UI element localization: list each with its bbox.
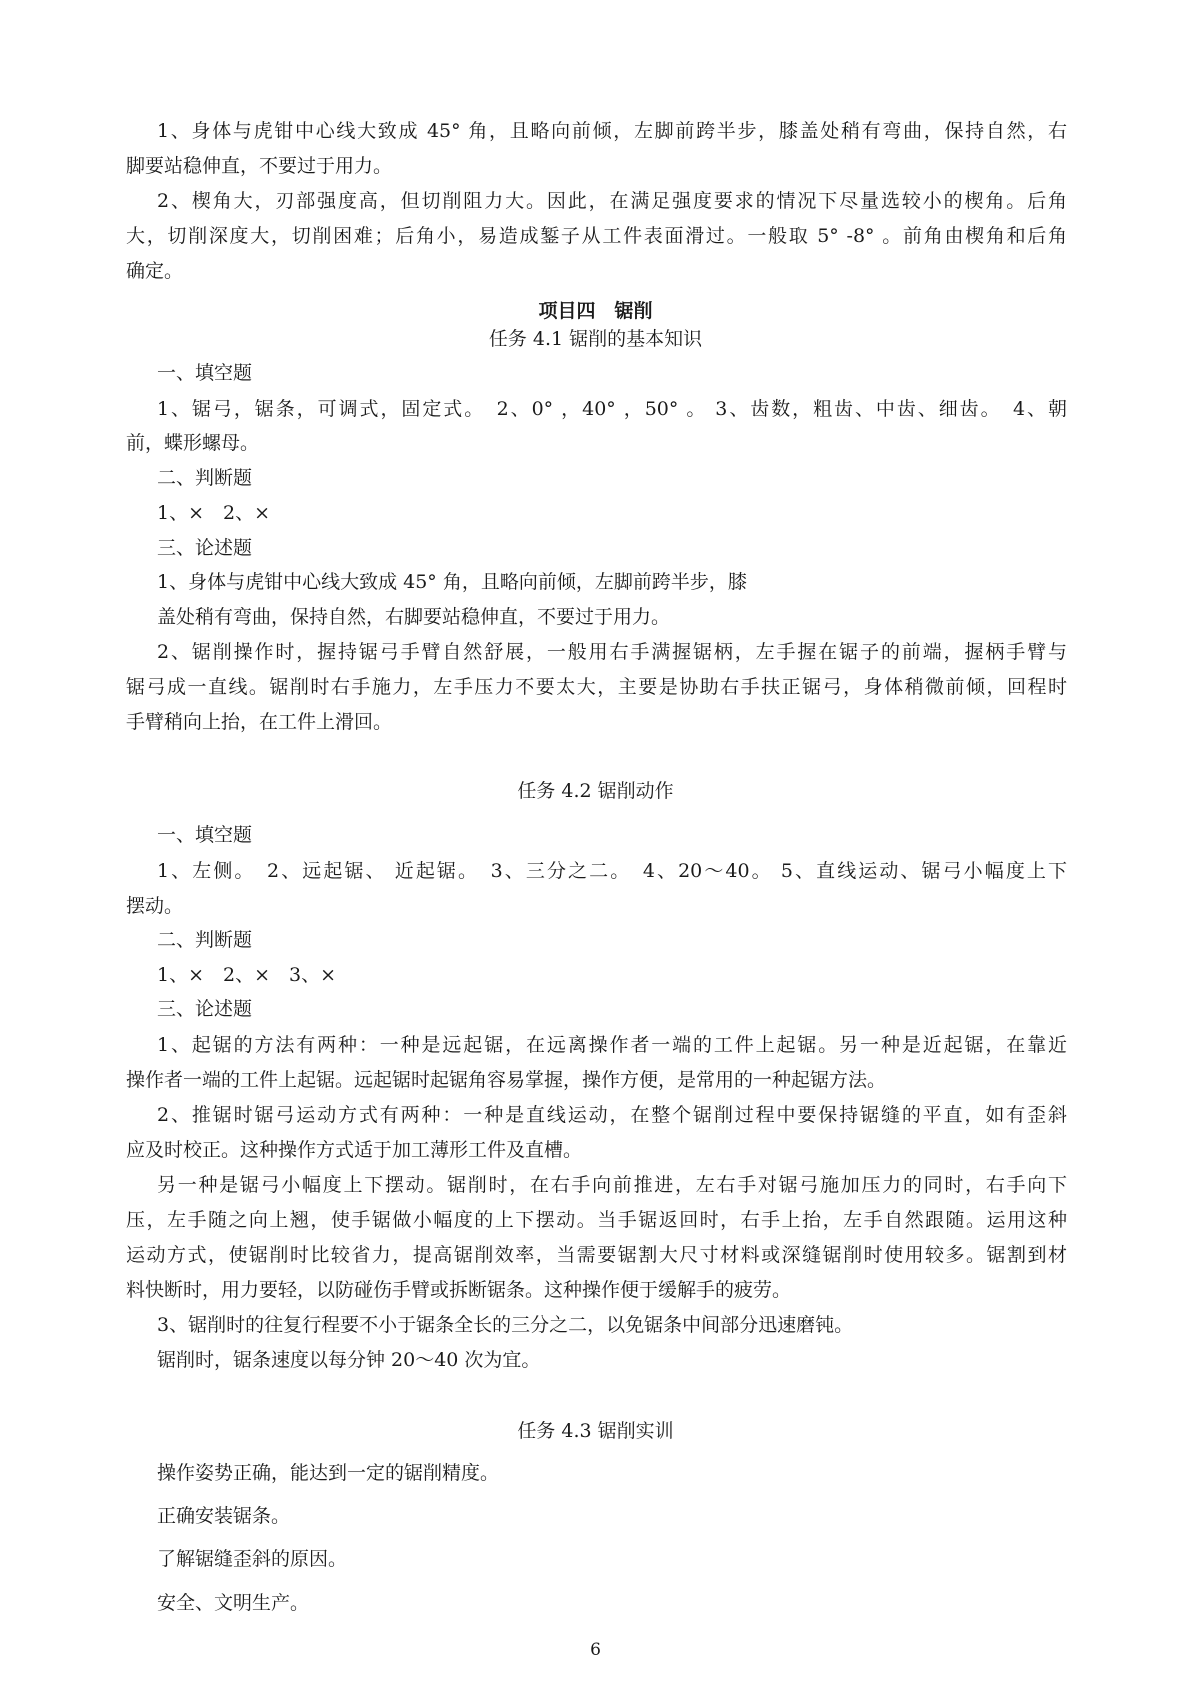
- task-title: 任务 4.3 锯削实训: [517, 1420, 674, 1442]
- paragraph-line: 1、身体与虎钳中心线大致成 45° 角，且略向前倾，左脚前跨半步，膝盖处稍有弯曲，保持自然，右: [157, 120, 1067, 142]
- paragraph-line: 盖处稍有弯曲，保持自然，右脚要站稳伸直，不要过于用力。: [157, 606, 671, 628]
- paragraph-line: 锯削时，锯条速度以每分钟 20～40 次为宜。: [157, 1349, 541, 1371]
- paragraph-line: 1、身体与虎钳中心线大致成 45° 角，且略向前倾，左脚前跨半步，膝: [157, 571, 747, 593]
- paragraph-line: 确定。: [126, 260, 184, 282]
- paragraph-line: 另一种是锯弓小幅度上下摆动。锯削时，在右手向前推进，左右手对锯弓施加压力的同时，右手向下: [157, 1174, 1067, 1196]
- answer-line: 摆动。: [126, 895, 184, 917]
- paragraph-line: 操作者一端的工件上起锯。远起锯时起锯角容易掌握，操作方便，是常用的一种起锯方法。: [126, 1069, 887, 1091]
- paragraph-line: 大，切削深度大，切削困难；后角小，易造成錾子从工件表面滑过。一般取 5° -8° 。前角由楔角和后角: [126, 225, 1067, 247]
- project-title: 项目四 锯削: [538, 300, 653, 322]
- paragraph-line: 2、楔角大，刃部强度高，但切削阻力大。因此，在满足强度要求的情况下尽量选较小的楔角。后角: [157, 190, 1067, 212]
- paragraph-line: 锯弓成一直线。锯削时右手施力，左手压力不要太大，主要是协助右手扶正锯弓，身体稍微前倾，回程时: [126, 676, 1067, 698]
- list-item: 安全、文明生产。: [157, 1592, 310, 1614]
- paragraph-line: 压，左手随之向上翘，使手锯做小幅度的上下摆动。当手锯返回时，右手上抬，左手自然跟随。运用这种: [126, 1209, 1067, 1231]
- answer-line: 1、× 2、×: [157, 502, 271, 524]
- section-heading: 一、填空题: [157, 824, 253, 846]
- paragraph-line: 手臂稍向上抬，在工件上滑回。: [126, 711, 393, 733]
- answer-line: 1、锯弓，锯条，可调式，固定式。 2、0° ，40° ，50° 。 3、齿数，粗齿、中齿、细齿。 4、朝: [157, 398, 1067, 420]
- list-item: 了解锯缝歪斜的原因。: [157, 1548, 348, 1570]
- paragraph-line: 3、锯削时的往复行程要不小于锯条全长的三分之二，以免锯条中间部分迅速磨钝。: [157, 1314, 854, 1336]
- paragraph-line: 脚要站稳伸直，不要过于用力。: [126, 155, 393, 177]
- section-heading: 二、判断题: [157, 467, 253, 489]
- section-heading: 二、判断题: [157, 929, 253, 951]
- section-heading: 一、填空题: [157, 362, 253, 384]
- task-title: 任务 4.1 锯削的基本知识: [488, 328, 703, 350]
- list-item: 正确安装锯条。: [157, 1505, 291, 1527]
- answer-line: 1、× 2、× 3、×: [157, 964, 337, 986]
- answer-line: 1、左侧。 2、远起锯、 近起锯。 3、三分之二。 4、20～40。 5、直线运动、锯弓小幅度上下: [157, 860, 1067, 882]
- paragraph-line: 料快断时，用力要轻，以防碰伤手臂或拆断锯条。这种操作便于缓解手的疲劳。: [126, 1279, 792, 1301]
- section-heading: 三、论述题: [157, 537, 253, 559]
- answer-line: 前，蝶形螺母。: [126, 432, 260, 454]
- paragraph-line: 运动方式，使锯削时比较省力，提高锯削效率，当需要锯割大尺寸材料或深缝锯削时使用较多。锯割到材: [126, 1244, 1067, 1266]
- list-item: 操作姿势正确，能达到一定的锯削精度。: [157, 1462, 500, 1484]
- section-heading: 三、论述题: [157, 998, 253, 1020]
- paragraph-line: 应及时校正。这种操作方式适于加工薄形工件及直槽。: [126, 1139, 583, 1161]
- paragraph-line: 1、起锯的方法有两种：一种是远起锯，在远离操作者一端的工件上起锯。另一种是近起锯，在靠近: [157, 1034, 1067, 1056]
- paragraph-line: 2、锯削操作时，握持锯弓手臂自然舒展，一般用右手满握锯柄，左手握在锯子的前端，握柄手臂与: [157, 641, 1067, 663]
- paragraph-line: 2、推锯时锯弓运动方式有两种：一种是直线运动，在整个锯削过程中要保持锯缝的平直，如有歪斜: [157, 1104, 1067, 1126]
- page-number: 6: [590, 1640, 601, 1660]
- task-title: 任务 4.2 锯削动作: [517, 780, 674, 802]
